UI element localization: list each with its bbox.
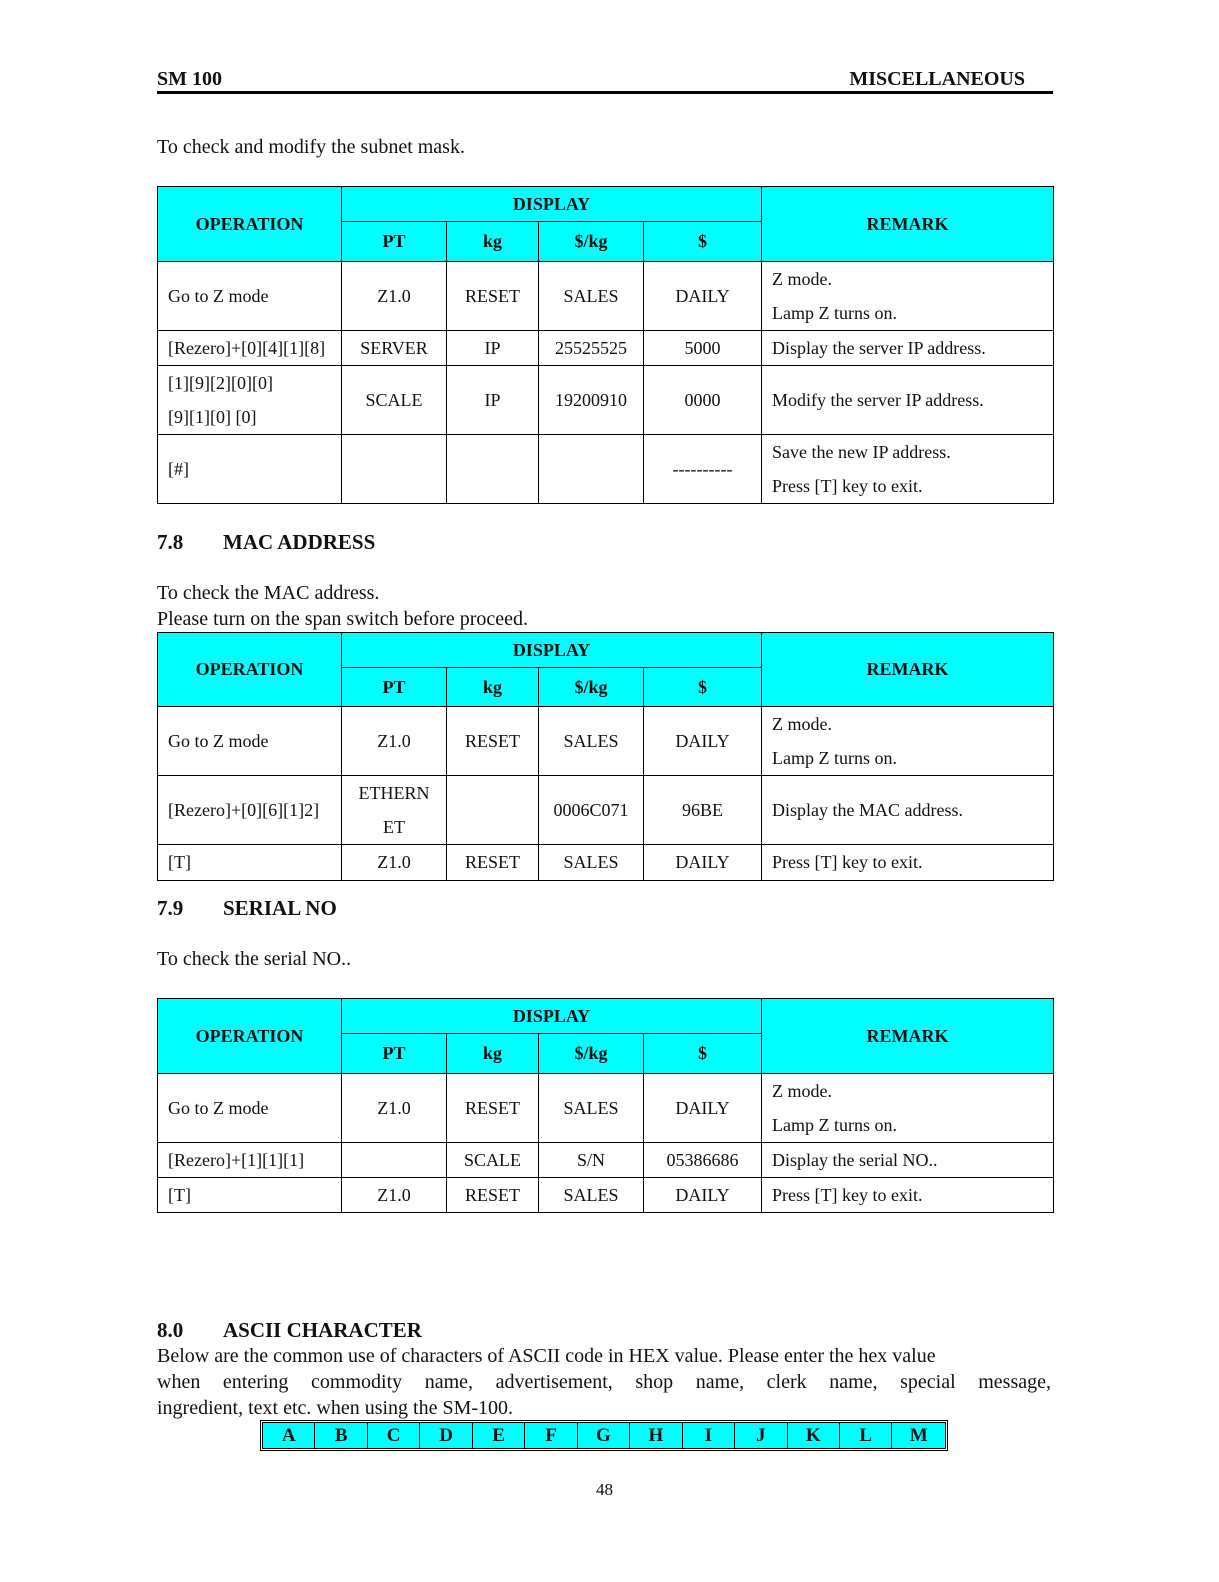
- cell-price: DAILY: [644, 262, 762, 331]
- cell-kg: RESET: [447, 262, 539, 331]
- header-chapter: MISCELLANEOUS: [849, 68, 1025, 90]
- cell-remark: [762, 435, 1054, 504]
- cell-remark-line: Display the MAC address.: [772, 799, 963, 820]
- ascii-para-line-2: when entering commodity name, advertisement, shop name, clerk name, special message,: [157, 1371, 1051, 1393]
- section-number: 7.9: [157, 896, 184, 920]
- section-number: 7.8: [157, 530, 184, 554]
- cell-operation: [158, 262, 342, 331]
- cell-pt: [342, 1178, 447, 1213]
- cell-per-kg: 0006C071: [539, 776, 644, 845]
- cell-remark-line: Lamp Z turns on.: [772, 1115, 897, 1135]
- cell-operation: [158, 1178, 342, 1213]
- cell-pt-line: Z1.0: [377, 1184, 411, 1205]
- cell-pt-line: ETHERN: [358, 783, 430, 803]
- cell-pt: [342, 262, 447, 331]
- col-price: $: [644, 222, 762, 262]
- cell-remark-line: Z mode.: [772, 269, 832, 289]
- ascii-para-line-1: Below are the common use of characters of ASCII code in HEX value. Please enter the hex value: [157, 1345, 936, 1367]
- cell-operation-line: [T]: [168, 1184, 191, 1205]
- ascii-letter-cell: I: [683, 1423, 735, 1448]
- cell-operation-line: Go to Z mode: [168, 1097, 269, 1118]
- cell-operation-line: [9][1][0] [0]: [168, 407, 257, 427]
- ascii-letter-cell: H: [630, 1423, 682, 1448]
- cell-price: 0000: [644, 366, 762, 435]
- cell-operation: [158, 1143, 342, 1178]
- col-operation: OPERATION: [158, 999, 342, 1074]
- col-display: DISPLAY: [342, 187, 762, 222]
- cell-remark: [762, 1143, 1054, 1178]
- section-title: ASCII CHARACTER: [223, 1318, 422, 1342]
- col-operation: OPERATION: [158, 187, 342, 262]
- table-row: [158, 366, 1054, 435]
- col-kg: kg: [447, 668, 539, 707]
- cell-remark: [762, 1178, 1054, 1213]
- ascii-letter-cell: C: [368, 1423, 420, 1448]
- cell-operation-line: [Rezero]+[0][4][1][8]: [168, 337, 326, 358]
- col-remark: REMARK: [762, 633, 1054, 707]
- col-price: $: [644, 668, 762, 707]
- cell-price: 96BE: [644, 776, 762, 845]
- cell-operation: [158, 707, 342, 776]
- cell-per-kg: 19200910: [539, 366, 644, 435]
- ascii-letter-cell: J: [735, 1423, 787, 1448]
- cell-remark: [762, 707, 1054, 776]
- cell-pt-line: Z1.0: [377, 285, 411, 306]
- table-row: [158, 331, 1054, 366]
- cell-operation: [158, 1074, 342, 1143]
- page-header: [157, 68, 1053, 94]
- ascii-letter-cell: E: [473, 1423, 525, 1448]
- cell-kg: RESET: [447, 1178, 539, 1213]
- cell-pt: [342, 1074, 447, 1143]
- table-row: [158, 1178, 1054, 1213]
- cell-remark: [762, 776, 1054, 845]
- col-remark: REMARK: [762, 187, 1054, 262]
- cell-per-kg: S/N: [539, 1143, 644, 1178]
- section-8-0-heading: [157, 1318, 422, 1343]
- cell-pt-line: SERVER: [360, 337, 428, 358]
- cell-price: 5000: [644, 331, 762, 366]
- cell-per-kg: 25525525: [539, 331, 644, 366]
- cell-remark-line: Save the new IP address.: [772, 442, 951, 462]
- cell-operation-line: [Rezero]+[0][6][1]2]: [168, 799, 320, 820]
- col-per-kg: $/kg: [539, 1034, 644, 1074]
- col-per-kg: $/kg: [539, 668, 644, 707]
- mac-table: [157, 632, 1054, 881]
- cell-kg: SCALE: [447, 1143, 539, 1178]
- col-price: $: [644, 1034, 762, 1074]
- cell-pt: [342, 707, 447, 776]
- cell-operation-line: [1][9][2][0][0]: [168, 373, 273, 393]
- ascii-letter-cell: D: [420, 1423, 472, 1448]
- ascii-letter-cell: K: [788, 1423, 840, 1448]
- cell-per-kg: SALES: [539, 707, 644, 776]
- cell-price: DAILY: [644, 707, 762, 776]
- cell-price: 05386686: [644, 1143, 762, 1178]
- cell-price: DAILY: [644, 1178, 762, 1213]
- mac-intro: To check the MAC address.: [157, 582, 380, 604]
- cell-per-kg: SALES: [539, 845, 644, 881]
- serial-intro: To check the serial NO..: [157, 948, 352, 970]
- cell-operation-line: [Rezero]+[1][1][1]: [168, 1149, 305, 1170]
- cell-remark-line: Display the server IP address.: [772, 337, 986, 358]
- cell-remark: [762, 262, 1054, 331]
- cell-pt-line: Z1.0: [377, 852, 411, 872]
- page-number: 48: [596, 1480, 613, 1499]
- section-7-9-heading: [157, 896, 337, 921]
- serial-table: [157, 998, 1054, 1213]
- cell-operation: [158, 366, 342, 435]
- table-row: [158, 1074, 1054, 1143]
- cell-per-kg: SALES: [539, 1074, 644, 1143]
- cell-remark: [762, 1074, 1054, 1143]
- col-kg: kg: [447, 1034, 539, 1074]
- col-per-kg: $/kg: [539, 222, 644, 262]
- table-row: [158, 1143, 1054, 1178]
- cell-pt-line: Z1.0: [377, 730, 411, 751]
- col-pt: PT: [342, 668, 447, 707]
- cell-remark-line: Press [T] key to exit.: [772, 852, 923, 872]
- cell-pt: [342, 435, 447, 504]
- col-display: DISPLAY: [342, 633, 762, 668]
- col-display: DISPLAY: [342, 999, 762, 1034]
- cell-remark: [762, 366, 1054, 435]
- cell-operation: [158, 331, 342, 366]
- ascii-letter-cell: L: [840, 1423, 892, 1448]
- cell-kg: [447, 435, 539, 504]
- cell-pt-line: ET: [383, 817, 405, 837]
- cell-pt: [342, 331, 447, 366]
- header-rule: [157, 91, 1053, 94]
- cell-kg: [447, 776, 539, 845]
- cell-per-kg: [539, 435, 644, 504]
- ascii-letter-cell: A: [263, 1423, 315, 1448]
- table-row: [158, 707, 1054, 776]
- cell-remark-line: Press [T] key to exit.: [772, 1184, 923, 1205]
- col-pt: PT: [342, 222, 447, 262]
- col-kg: kg: [447, 222, 539, 262]
- ascii-letter-table: [260, 1420, 948, 1451]
- cell-remark-line: Modify the server IP address.: [772, 389, 984, 410]
- header-model: SM 100: [157, 68, 222, 90]
- cell-remark-line: Display the serial NO..: [772, 1149, 938, 1170]
- cell-operation: [158, 845, 342, 881]
- cell-operation-line: Go to Z mode: [168, 730, 269, 751]
- table-row: [158, 845, 1054, 881]
- table-row: [158, 435, 1054, 504]
- cell-pt-line: SCALE: [365, 389, 423, 410]
- cell-kg: RESET: [447, 707, 539, 776]
- ascii-letter-cell: M: [892, 1423, 945, 1448]
- cell-kg: IP: [447, 331, 539, 366]
- cell-kg: RESET: [447, 845, 539, 881]
- ascii-letter-cell: G: [578, 1423, 630, 1448]
- cell-operation-line: [#]: [168, 458, 189, 479]
- cell-remark-line: Lamp Z turns on.: [772, 748, 897, 768]
- cell-kg: RESET: [447, 1074, 539, 1143]
- cell-operation: [158, 776, 342, 845]
- ascii-letter-cell: B: [315, 1423, 367, 1448]
- cell-operation-line: Go to Z mode: [168, 285, 269, 306]
- col-remark: REMARK: [762, 999, 1054, 1074]
- section-7-8-heading: [157, 530, 375, 555]
- cell-operation: [158, 435, 342, 504]
- col-pt: PT: [342, 1034, 447, 1074]
- cell-operation-line: [T]: [168, 852, 191, 872]
- section-number: 8.0: [157, 1318, 184, 1342]
- cell-remark-line: Press [T] key to exit.: [772, 476, 923, 496]
- subnet-intro: To check and modify the subnet mask.: [157, 136, 465, 158]
- cell-pt-line: Z1.0: [377, 1097, 411, 1118]
- cell-per-kg: SALES: [539, 262, 644, 331]
- ascii-letter-cell: F: [525, 1423, 577, 1448]
- cell-remark-line: Z mode.: [772, 714, 832, 734]
- subnet-table: [157, 186, 1054, 504]
- cell-pt: [342, 776, 447, 845]
- table-row: [158, 262, 1054, 331]
- cell-remark: [762, 331, 1054, 366]
- section-title: MAC ADDRESS: [223, 530, 376, 554]
- cell-remark: [762, 845, 1054, 881]
- section-title: SERIAL NO: [223, 896, 337, 920]
- cell-kg: IP: [447, 366, 539, 435]
- cell-price: DAILY: [644, 1074, 762, 1143]
- col-operation: OPERATION: [158, 633, 342, 707]
- cell-remark-line: Z mode.: [772, 1081, 832, 1101]
- ascii-para-line-3: ingredient, text etc. when using the SM-100.: [157, 1397, 514, 1419]
- table-row: [158, 776, 1054, 845]
- cell-pt: [342, 1143, 447, 1178]
- cell-price: DAILY: [644, 845, 762, 881]
- cell-remark-line: Lamp Z turns on.: [772, 303, 897, 323]
- cell-price: ----------: [644, 435, 762, 504]
- mac-note: Please turn on the span switch before proceed.: [157, 608, 528, 630]
- cell-pt: [342, 845, 447, 881]
- cell-pt: [342, 366, 447, 435]
- cell-per-kg: SALES: [539, 1178, 644, 1213]
